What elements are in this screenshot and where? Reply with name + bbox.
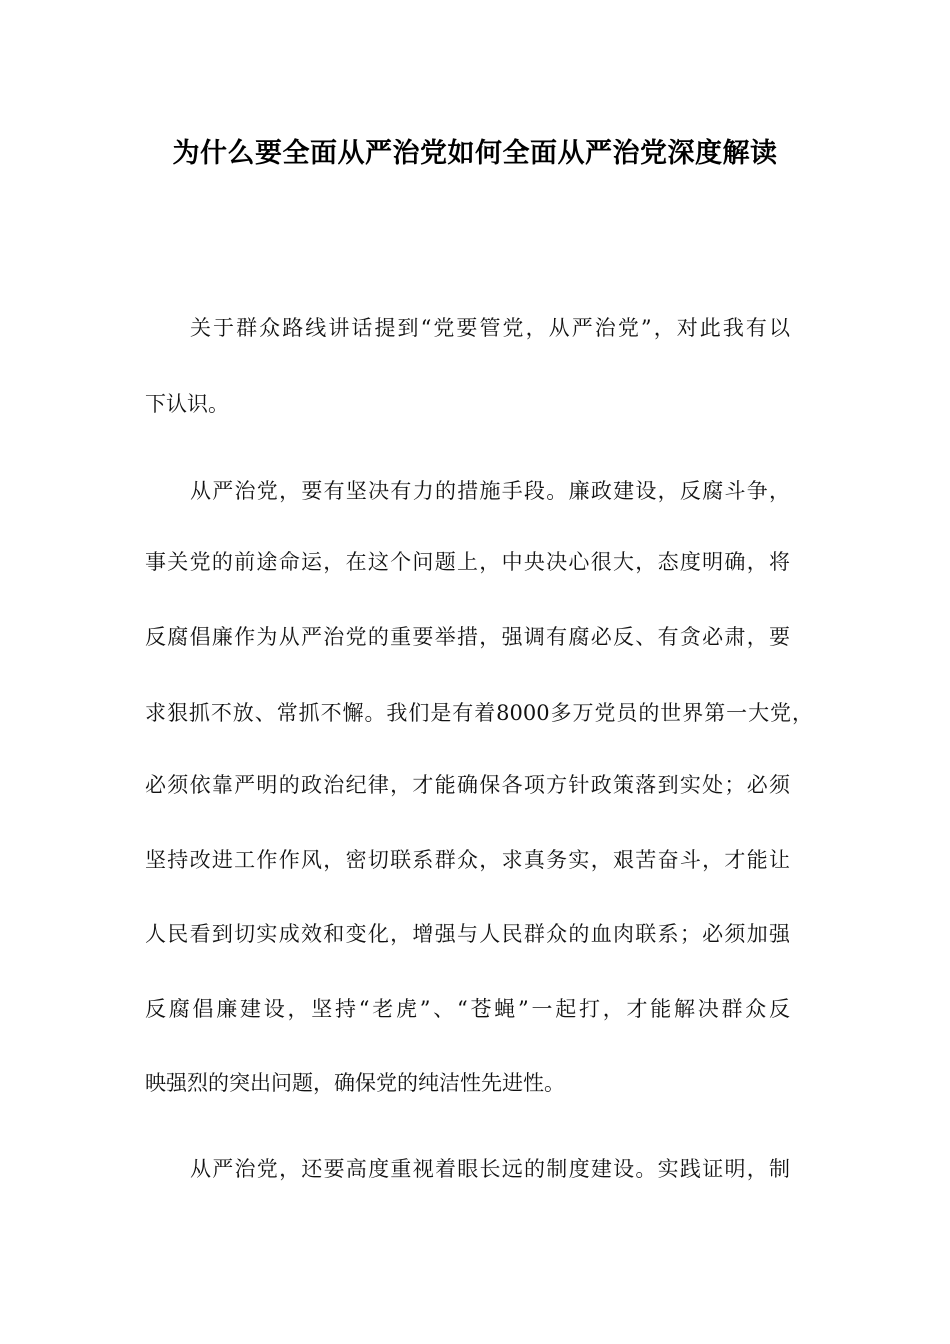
paragraph-line: 从严治党，要有坚决有力的措施手段。廉政建设，反腐斗争， [190, 479, 790, 503]
paragraph-line: 反腐倡廉建设，坚持“老虎”、“苍蝇”一起打，才能解决群众反 [145, 997, 790, 1021]
paragraph-line: 坚持改进工作作风，密切联系群众，求真务实，艰苦奋斗，才能让 [145, 848, 790, 872]
paragraph-line: 下认识。 [145, 392, 229, 416]
document-title: 为什么要全面从严治党如何全面从严治党深度解读 [172, 138, 778, 169]
paragraph-line: 事关党的前途命运，在这个问题上，中央决心很大，态度明确，将 [145, 550, 790, 574]
paragraph-line: 人民看到切实成效和变化，增强与人民群众的血肉联系；必须加强 [145, 922, 790, 946]
paragraph-line: 必须依靠严明的政治纪律，才能确保各项方针政策落到实处；必须 [145, 773, 790, 797]
paragraph-line: 求狠抓不放、常抓不懈。我们是有着8000多万党员的世界第一大党， [145, 701, 813, 725]
paragraph-line: 关于群众路线讲话提到“党要管党，从严治党”，对此我有以 [190, 316, 790, 340]
paragraph-line: 反腐倡廉作为从严治党的重要举措，强调有腐必反、有贪必肃，要 [145, 625, 790, 649]
paragraph-line: 从严治党，还要高度重视着眼长远的制度建设。实践证明，制 [190, 1157, 790, 1181]
paragraph-line: 映强烈的突出问题，确保党的纯洁性先进性。 [145, 1071, 565, 1095]
